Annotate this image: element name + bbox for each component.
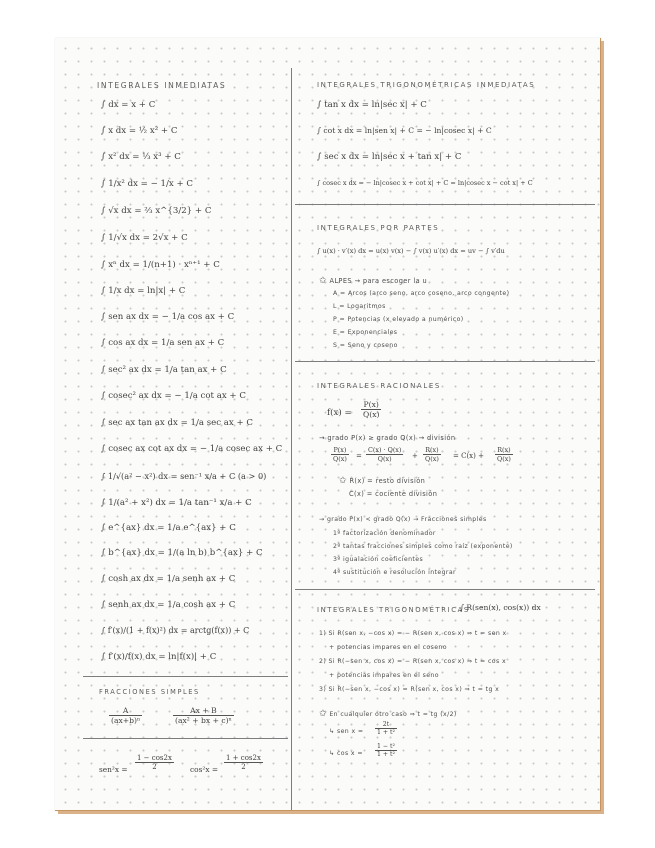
formula-12: ∫ cosec² ax dx = − 1/a cot ax + C <box>101 391 246 401</box>
trig2-case-1: 1) Si R(sen x, −cos x) = − R(sen x, cos x) ⇒ t = sen x <box>319 630 507 637</box>
notebook-page <box>55 38 601 811</box>
trig2-cos-label: ↳ cos x = <box>329 750 363 757</box>
trig2-sen-den: 1 + t² <box>377 729 396 736</box>
star-icon: ✩ <box>319 276 327 286</box>
formula-11: ∫ sec² ax dx = 1/a tan ax + C <box>101 365 227 375</box>
rac-div-right-num: R(x) <box>423 446 441 455</box>
trig-formula-3: ∫ sec x dx = ln|sec x + tan x| + C <box>317 152 462 162</box>
title-integrales-inmediatas: INTEGRALES INMEDIATAS <box>97 81 227 90</box>
title-trig-inmediatas: INTEGRALES TRIGONOMÉTRICAS INMEDIATAS <box>317 81 536 89</box>
rac-step-2: 2º tantas fracciones simples como raíz (exponente) <box>333 543 513 550</box>
formula-10: ∫ cos ax dx = 1/a sen ax + C <box>101 338 225 348</box>
rac-f-num: P(x) <box>361 400 381 410</box>
formula-6: ∫ 1/√x dx = 2√x + C <box>101 233 188 243</box>
fraccion-simple-1-num: A <box>109 706 142 716</box>
sen2-fraction <box>135 754 174 771</box>
rac-div-end-num: R(x) <box>495 446 513 455</box>
rac-div-end: = C(x) + <box>453 452 484 460</box>
rac-div-right-den: Q(x) <box>425 455 439 463</box>
trig2-case-1-note: + potencias impares en el coseno <box>329 644 447 651</box>
formula-18: ∫ b^{ax} dx = 1/(a ln b) b^{ax} + C <box>101 548 263 558</box>
rac-resto-line <box>339 476 425 486</box>
rac-step-1: 1º factorización denominador <box>333 530 436 537</box>
fraccion-simple-2-num: Ax + B <box>173 706 234 716</box>
formula-16: ∫ 1/(a² + x²) dx = 1/a tan⁻¹ x/a + C <box>101 498 252 508</box>
title-integrales-trig: INTEGRALES TRIGONOMÉTRICAS <box>317 606 470 614</box>
fraccion-simple-1 <box>109 706 142 725</box>
fraccion-simple-2-den: (ax² + bx + c)ⁿ <box>175 716 232 725</box>
trig2-cos-num: 1 − t² <box>377 743 396 750</box>
rac-resto-text: R(x) = resto división <box>349 477 426 485</box>
rac-div-left-den: Q(x) <box>333 455 347 463</box>
title-integrales-racionales: INTEGRALES RACIONALES <box>317 382 441 390</box>
trig2-otro-caso <box>319 709 457 719</box>
rac-grado-mayor: → grado P(x) ≥ grado Q(x) → división <box>319 434 456 442</box>
rac-f-fraction <box>361 400 381 419</box>
trig2-integral: ∫ R(sen(x), cos(x)) dx <box>460 603 541 612</box>
formula-3: ∫ x² dx = ⅓ x³ + C <box>101 152 181 162</box>
rac-div-mid <box>366 446 403 463</box>
sen2-label: sen²x = <box>99 765 128 774</box>
rac-plus-1: + <box>412 452 418 460</box>
rac-div-end-fraction <box>495 446 513 463</box>
formula-7: ∫ xⁿ dx = 1/(n+1) · xⁿ⁺¹ + C <box>101 260 220 270</box>
star-icon: ✩ <box>339 476 347 486</box>
column-divider <box>291 68 292 811</box>
formula-20: ∫ senh ax dx = 1/a cosh ax + C <box>101 600 236 610</box>
divider-fracciones <box>83 676 288 677</box>
title-integrales-partes: INTEGRALES POR PARTES <box>317 224 440 232</box>
trig2-case-2-note: + potencias impares en el seno <box>329 672 439 679</box>
rac-grado-menor: → grado P(x) < grado Q(x) → Fracciones simples <box>319 516 487 523</box>
rac-div-left-num: P(x) <box>331 446 349 455</box>
formula-9: ∫ sen ax dx = − 1/a cos ax + C <box>101 312 235 322</box>
fraccion-simple-2 <box>173 706 234 725</box>
divider-racionales <box>295 361 595 362</box>
cos2-label: cos²x = <box>190 765 219 774</box>
cos2-den: 2 <box>241 763 246 771</box>
alpes-s: S = Seno y coseno <box>333 342 398 349</box>
divider-partes <box>295 204 595 205</box>
alpes-l: L = Logaritmos <box>333 303 386 310</box>
formula-2: ∫ x dx = ½ x² + C <box>101 126 178 136</box>
partes-formula: ∫ u(x) · v′(x) dx = u(x) v(x) − ∫ v(x) u′(x) dx = uv − ∫ v′du <box>317 247 505 255</box>
formula-21: ∫ f′(x)/(1 + f(x)²) dx = arctg(f(x)) + C <box>101 626 250 635</box>
divider-trig-2 <box>295 589 595 590</box>
rac-step-3: 3º igualación coeficientes <box>333 556 424 563</box>
trig2-cos-fraction <box>375 743 397 758</box>
formula-22: ∫ f′(x)/f(x) dx = ln|f(x)| + C <box>101 652 217 662</box>
alpes-a: A = Arcos (arco seno, arco coseno, arco congente) <box>333 290 510 297</box>
formula-13: ∫ sec ax tan ax dx = 1/a sec ax + C <box>101 418 253 428</box>
rac-eq-1: = <box>356 452 362 460</box>
cos2-fraction <box>224 754 263 771</box>
trig2-otro-caso-text: En cualquier otro caso ⇒ t = tg (x/2) <box>329 711 457 718</box>
rac-div-right <box>423 446 441 463</box>
formula-14: ∫ cosec ax cot ax dx = − 1/a cosec ax + C <box>101 444 283 454</box>
trig-formula-1: ∫ tan x dx = ln|sec x| + C <box>317 100 427 110</box>
divider-identidades <box>83 738 288 739</box>
formula-17: ∫ e^{ax} dx = 1/a e^{ax} + C <box>101 523 236 533</box>
trig2-sen-label: ↳ sen x = <box>329 728 364 735</box>
formula-5: ∫ √x dx = ⅔ x^{3/2} + C <box>101 206 212 216</box>
formula-19: ∫ cosh ax dx = 1/a senh ax + C <box>101 574 236 584</box>
trig2-cos-den: 1 + t² <box>377 751 396 758</box>
trig-formula-4: ∫ cosec x dx = − ln|cosec x + cot x| + C = ln|cosec x − cot x| + C <box>317 179 533 187</box>
trig2-sen-num: 2t <box>375 721 397 729</box>
title-fracciones-simples: FRACCIONES SIMPLES <box>99 688 200 696</box>
trig2-case-3: 3) Si R(−sen x, −cos x) = R(sen x, cos x) ⇒ t = tg x <box>319 686 500 693</box>
rac-f-label: f(x) = <box>327 408 352 418</box>
alpes-text: ALPES → para escoger la u <box>329 277 428 285</box>
rac-f-den: Q(x) <box>363 410 380 419</box>
sen2-den: 2 <box>152 763 157 771</box>
rac-step-4: 4º sustitución e resolución integrar <box>333 569 456 576</box>
trig-formula-2: ∫ cot x dx = ln|sen x| + C = − ln|cosec x| + C <box>317 126 492 135</box>
fraccion-simple-1-den: (ax+b)ⁿ <box>111 716 141 725</box>
rac-div-mid-den: Q(x) <box>377 455 392 463</box>
alpes-e: E = Exponenciales <box>333 329 398 336</box>
trig2-sen-fraction <box>375 721 397 736</box>
alpes-line <box>319 276 427 286</box>
sen2-num: 1 − cos2x <box>137 754 172 762</box>
formula-4: ∫ 1/x² dx = − 1/x + C <box>101 179 193 189</box>
rac-div-left <box>331 446 349 463</box>
trig2-case-2: 2) Si R(−sen x, cos x) = − R(sen x, cos x) ⇒ t = cos x <box>319 658 507 665</box>
formula-15: ∫ 1/√(a² − x²) dx = sen⁻¹ x/a + C (a > 0) <box>101 471 267 481</box>
rac-div-end-den: Q(x) <box>497 455 511 463</box>
formula-8: ∫ 1/x dx = ln|x| + C <box>101 286 186 296</box>
rac-cociente: C(x) = cociente división <box>349 490 438 498</box>
alpes-p: P = Potencias (x elevado a numérico) <box>333 316 464 323</box>
cos2-num: 1 + cos2x <box>226 754 261 762</box>
rac-div-mid-num: C(x) · Q(x) <box>368 446 402 454</box>
formula-1: ∫ dx = x + C <box>101 100 156 110</box>
star-icon: ✩ <box>319 709 327 719</box>
